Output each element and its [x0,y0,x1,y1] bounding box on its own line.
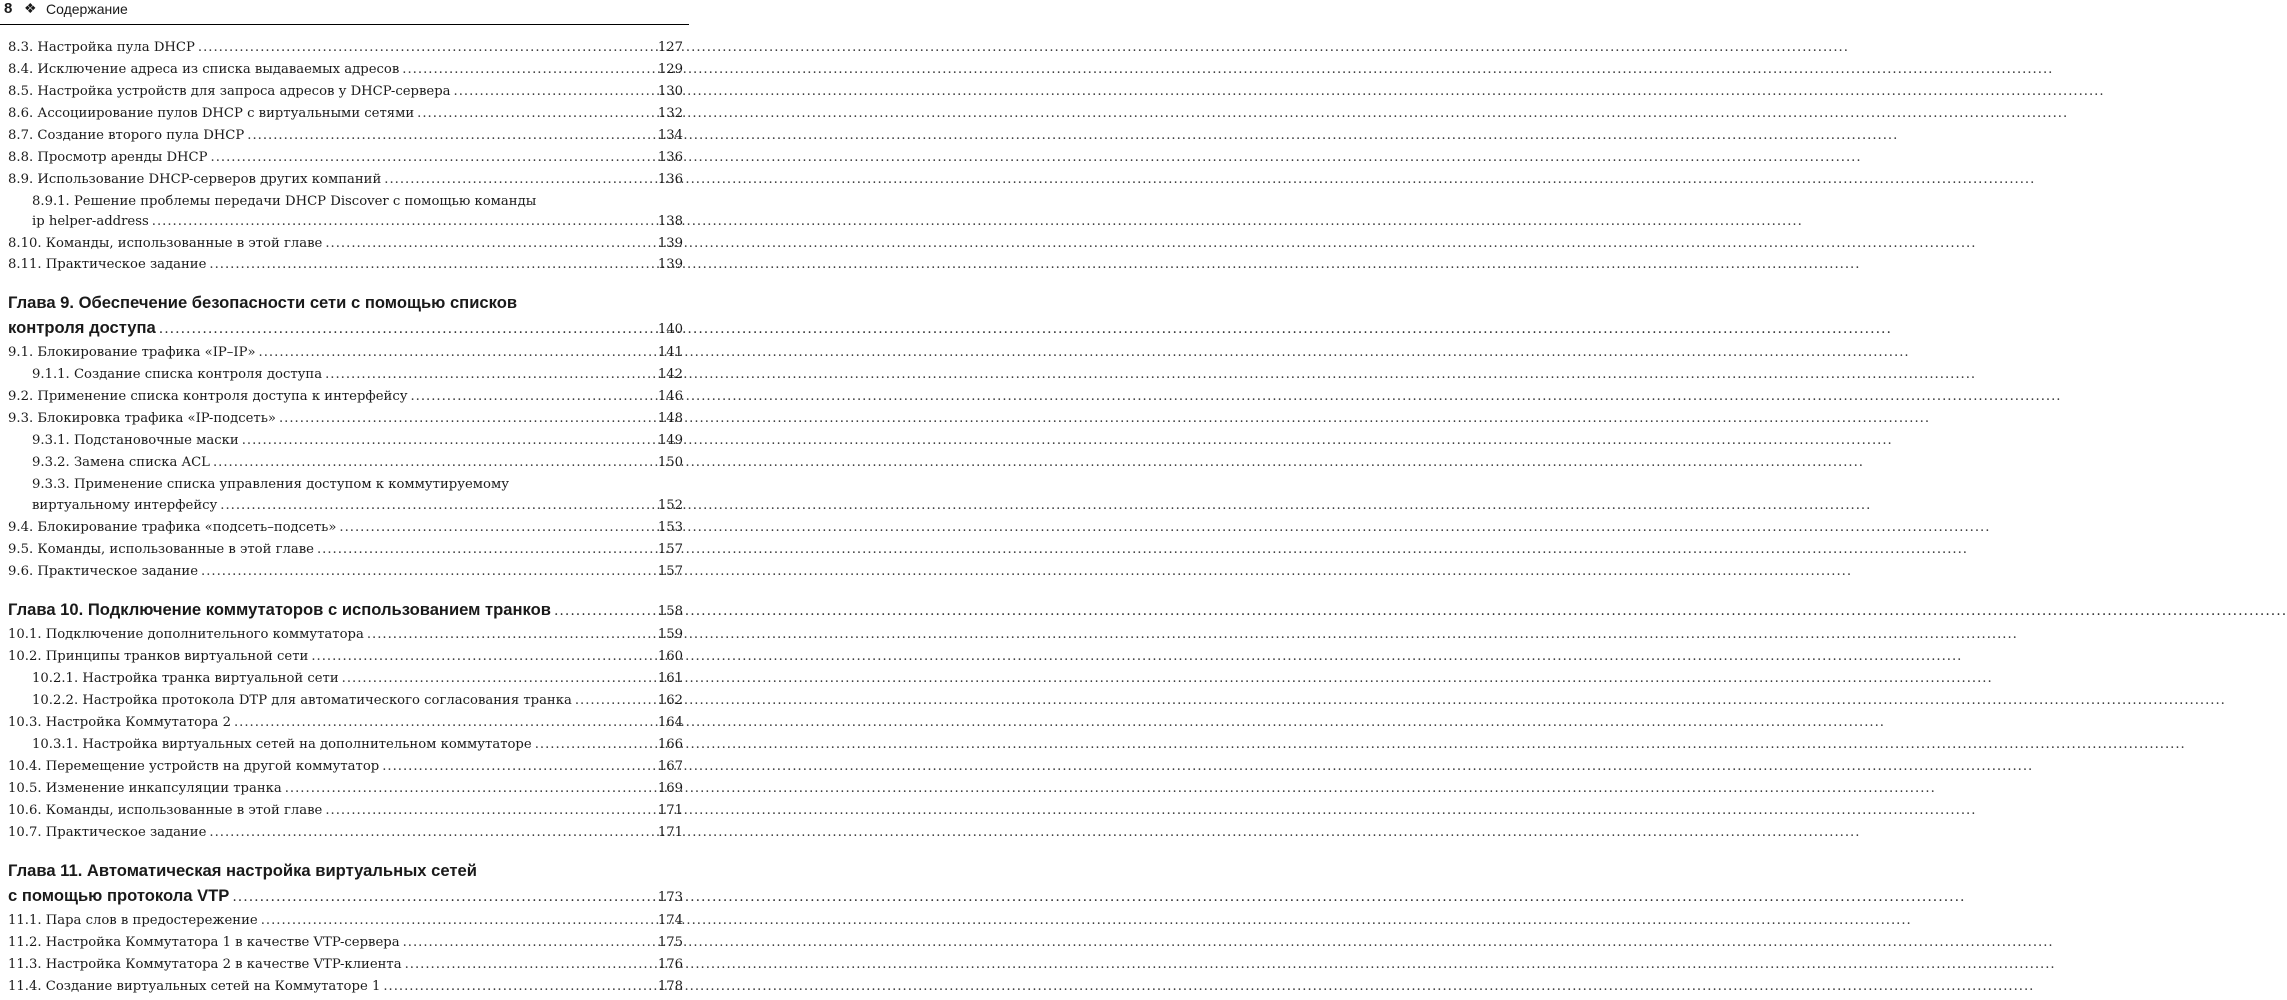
toc-section-entry [8,128,683,143]
dot-leader [220,498,655,513]
toc-section-entry [32,433,683,448]
toc-chapter-entry [8,318,683,338]
toc-entry-title: 8.8. Просмотр аренды DHCP [8,150,208,165]
page-number: 8 [4,0,13,17]
toc-page-number: 175 [657,935,683,950]
toc-section-entry [32,455,683,470]
toc-section-entry [8,627,683,642]
toc-entry-title: 11.4. Создание виртуальных сетей на Коммутаторе 1 [8,979,381,994]
toc-section-entry [8,979,683,994]
toc-entry-title: 10.7. Практическое задание [8,825,207,840]
dot-leader [198,40,655,55]
toc-page-number: 164 [657,715,683,730]
toc-page-number: 157 [657,564,683,579]
toc-page-number: 169 [657,781,683,796]
toc-section-entry [8,172,683,187]
toc-section-title-line: 9.3.3. Применение списка управления доступом к коммутируемому [32,477,509,492]
toc-page-number: 171 [657,803,683,818]
toc-entry-title: 9.3. Блокировка трафика «IP-подсеть» [8,411,276,426]
toc-section-entry [8,715,683,730]
toc-section-entry [8,520,683,535]
toc-page-number: 140 [657,322,683,337]
toc-chapter-title-line: Глава 9. Обеспечение безопасности сети с помощью списков [8,293,518,312]
dot-leader [384,172,655,187]
toc-section-entry [8,345,683,360]
toc-section-entry [32,671,683,686]
toc-section-entry [8,150,683,165]
dot-leader [410,389,654,404]
toc-page-number: 136 [657,172,683,187]
toc-section-entry [8,389,683,404]
toc-section-entry [32,498,683,513]
toc-entry-title: 9.4. Блокирование трафика «подсеть–подсеть» [8,520,337,535]
toc-page-number: 141 [657,345,683,360]
toc-page-number: 171 [657,825,683,840]
toc-section-entry [8,935,683,950]
toc-page-number: 157 [657,542,683,557]
toc-entry-title: 10.2. Принципы транков виртуальной сети [8,649,309,664]
toc-section-entry [8,649,683,664]
dot-leader [232,889,654,905]
toc-section-entry [8,781,683,796]
dot-leader [402,62,655,77]
toc-entry-title: 10.1. Подключение дополнительного коммутатора [8,627,364,642]
dot-leader [405,957,655,972]
toc-entry-title: Глава 10. Подключение коммутаторов с использованием транков [8,600,551,619]
toc-section-entry [8,759,683,774]
dot-leader [279,411,655,426]
toc-entry-title: 8.11. Практическое задание [8,257,207,272]
toc-entry-title: 10.2.2. Настройка протокола DTP для автоматического согласования транка [32,693,572,708]
toc-page-number: 130 [657,84,683,99]
dot-leader [325,236,654,251]
toc-entry-title: 11.1. Пара слов в предостережение [8,913,258,928]
toc-entry-title: контроля доступа [8,318,156,337]
toc-page-number: 142 [657,367,683,382]
toc-section-entry [8,236,683,251]
dot-leader [213,455,655,470]
toc-entry-title: 9.1. Блокирование трафика «IP–IP» [8,345,256,360]
dot-leader [211,150,655,165]
toc-page-number: 150 [657,455,683,470]
dot-leader [311,649,655,664]
toc-entry-title: 10.6. Команды, использованные в этой главе [8,803,323,818]
toc-section-entry [8,257,683,272]
toc-entry-title: ip helper-address [32,214,149,229]
toc-page-number: 146 [657,389,683,404]
toc-entry-title: 8.3. Настройка пула DHCP [8,40,195,55]
toc-entry-title: 8.4. Исключение адреса из списка выдаваемых адресов [8,62,400,77]
toc-entry-title: 9.3.2. Замена списка ACL [32,455,210,470]
running-header-title: Содержание [46,1,128,17]
toc-entry-title: 11.3. Настройка Коммутатора 2 в качестве VTP-клиента [8,957,402,972]
dot-leader [152,214,655,229]
dot-leader [201,564,655,579]
dot-leader [403,935,655,950]
toc-section-entry [8,564,683,579]
toc-entry-title: 9.2. Применение списка контроля доступа к интерфейсу [8,389,408,404]
running-header [0,0,689,22]
dot-leader [159,321,655,337]
ornament-icon: ❖ [24,0,37,16]
toc-page-number: 178 [657,979,683,994]
toc-section-entry [8,825,683,840]
toc-section-entry [8,803,683,818]
toc-entry-title: 8.6. Ассоциирование пулов DHCP с виртуальными сетями [8,106,415,121]
toc-entry-title: 10.4. Перемещение устройств на другой коммутатор [8,759,380,774]
toc-section-entry [8,106,683,121]
toc-entry-title: 10.5. Изменение инкапсуляции транка [8,781,282,796]
toc-section-title-line: 8.9.1. Решение проблемы передачи DHCP Discover с помощью команды [32,194,537,209]
toc-page-number: 167 [657,759,683,774]
toc-entry-title: 9.6. Практическое задание [8,564,198,579]
toc-page-number: 132 [657,106,683,121]
dot-leader [317,542,655,557]
dot-leader [339,520,654,535]
toc-page-number: 148 [657,411,683,426]
toc-page-number: 138 [657,214,683,229]
toc-section-entry [32,214,683,229]
toc-page-number: 173 [657,890,683,905]
toc-entry-title: 8.9. Использование DHCP-серверов других компаний [8,172,382,187]
toc-section-entry [32,737,683,752]
header-rule [0,24,689,25]
toc-section-entry [32,367,683,382]
toc-chapter-entry [8,886,683,906]
dot-leader [367,627,655,642]
dot-leader [247,128,655,143]
toc-section-entry [8,62,683,77]
dot-leader [383,979,655,994]
dot-leader [325,803,654,818]
dot-leader [575,693,655,708]
toc-entry-title: с помощью протокола VTP [8,886,230,905]
toc-chapter-entry [8,600,683,620]
dot-leader [209,257,654,272]
toc-section-entry [8,411,683,426]
toc-entry-title: 8.5. Настройка устройств для запроса адресов у DHCP-сервера [8,84,451,99]
toc-page-number: 129 [657,62,683,77]
toc-entry-title: 10.2.1. Настройка транка виртуальной сети [32,671,339,686]
dot-leader [454,84,655,99]
dot-leader [259,345,655,360]
toc-entry-title: 10.3. Настройка Коммутатора 2 [8,715,231,730]
toc-page-number: 159 [657,627,683,642]
toc-page-number: 160 [657,649,683,664]
toc-page-number: 166 [657,737,683,752]
toc-entry-title: 10.3.1. Настройка виртуальных сетей на дополнительном коммутаторе [32,737,532,752]
dot-leader [342,671,655,686]
toc-page-number: 162 [657,693,683,708]
toc-entry-title: 9.1.1. Создание списка контроля доступа [32,367,323,382]
dot-leader [325,367,655,382]
toc-page-number: 153 [657,520,683,535]
toc-section-entry [8,913,683,928]
dot-leader [535,737,655,752]
dot-leader [242,433,655,448]
toc-entry-title: 9.3.1. Подстановочные маски [32,433,239,448]
dot-leader [209,825,654,840]
toc-section-entry [32,693,683,708]
toc-chapter-title-line: Глава 11. Автоматическая настройка виртуальных сетей [8,861,477,880]
toc-page-number: 136 [657,150,683,165]
toc-section-entry [8,957,683,972]
toc-page-number: 139 [657,257,683,272]
toc-page-number: 139 [657,236,683,251]
dot-leader [234,715,655,730]
dot-leader [417,106,655,121]
toc-entry-title: виртуальному интерфейсу [32,498,218,513]
toc-entry-title: 8.10. Команды, использованные в этой главе [8,236,323,251]
toc-page-number: 127 [657,40,683,55]
toc-section-entry [8,40,683,55]
toc-section-entry [8,84,683,99]
toc-page-number: 149 [657,433,683,448]
dot-leader [285,781,655,796]
dot-leader [261,913,655,928]
toc-page-number: 134 [657,128,683,143]
toc-entry-title: 9.5. Команды, использованные в этой главе [8,542,314,557]
toc-page-number: 158 [657,604,683,619]
dot-leader [382,759,655,774]
toc-section-entry [8,542,683,557]
toc-page-number: 174 [657,913,683,928]
toc-entry-title: 8.7. Создание второго пула DHCP [8,128,245,143]
toc-page-number: 161 [657,671,683,686]
toc-entry-title: 11.2. Настройка Коммутатора 1 в качестве VTP-сервера [8,935,400,950]
toc-page-number: 176 [657,957,683,972]
toc-page-number: 152 [657,498,683,513]
dot-leader [554,603,655,619]
